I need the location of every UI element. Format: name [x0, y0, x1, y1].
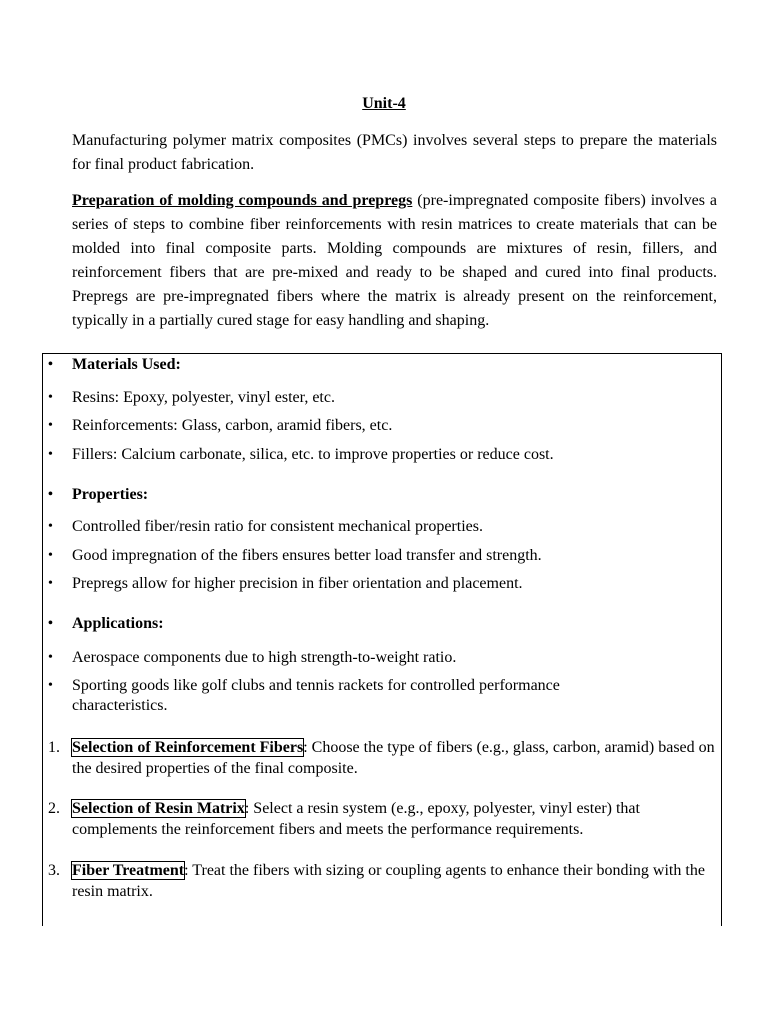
properties-heading: • Properties: — [72, 485, 712, 505]
list-item: • Controlled fiber/resin ratio for consistent mechanical properties. — [72, 517, 712, 537]
applications-heading: • Applications: — [72, 614, 712, 634]
list-item: • Good impregnation of the fibers ensures better load transfer and strength. — [72, 546, 712, 566]
prep-paragraph — [72, 189, 717, 333]
page-title: Unit-4 — [362, 95, 406, 112]
list-item: • Prepregs allow for higher precision in fiber orientation and placement. — [72, 574, 712, 594]
prep-lead-heading: Preparation of molding compounds and prepregs — [72, 192, 413, 209]
list-item: • Resins: Epoxy, polyester, vinyl ester, etc. — [72, 388, 712, 408]
step-term: Selection of Reinforcement Fibers — [72, 739, 304, 756]
step-text: : Select a resin system (e.g., epoxy, polyester, vinyl ester) that complements the reinforcement fibers and meets the performance requirements. — [72, 800, 640, 838]
step-item-2 — [48, 798, 707, 840]
list-item: • Reinforcements: Glass, carbon, aramid fibers, etc. — [72, 416, 712, 436]
step-item-1 — [48, 737, 717, 779]
list-item: • Fillers: Calcium carbonate, silica, etc. to improve properties or reduce cost. — [72, 445, 712, 465]
content-box — [42, 353, 722, 926]
step-number: 3. — [48, 862, 60, 879]
materials-heading: • Materials Used: — [72, 355, 712, 375]
intro-paragraph: Manufacturing polymer matrix composites (PMCs) involves several steps to prepare the materials for final product fabrication. — [72, 132, 717, 173]
list-item: • Aerospace components due to high strength-to-weight ratio. — [72, 648, 712, 668]
step-text: : Treat the fibers with sizing or coupling agents to enhance their bonding with the resin matrix. — [72, 862, 705, 900]
step-number: 2. — [48, 800, 60, 817]
list-item: • Sporting goods like golf clubs and tennis rackets for controlled performance characteristics. — [72, 676, 632, 716]
step-term: Selection of Resin Matrix — [72, 800, 245, 817]
step-text: : Choose the type of fibers (e.g., glass, carbon, aramid) based on the desired properties of the final composite. — [72, 739, 715, 777]
prep-body-text: (pre-impregnated composite fibers) involves a series of steps to combine fiber reinforcements with resin matrices to create materials that can be molded into final composite parts. Molding compounds are mixtures of resin, fillers, and reinforcement fibers that are pre-mixed and ready to be shaped and cured into final products. Prepregs are pre-impregnated fibers where the matrix is already present on the reinforcement, typically in a partially cured stage for easy handling and shaping. — [72, 192, 717, 329]
step-item-3 — [48, 860, 717, 902]
step-term: Fiber Treatment — [72, 862, 185, 879]
step-number: 1. — [48, 739, 60, 756]
